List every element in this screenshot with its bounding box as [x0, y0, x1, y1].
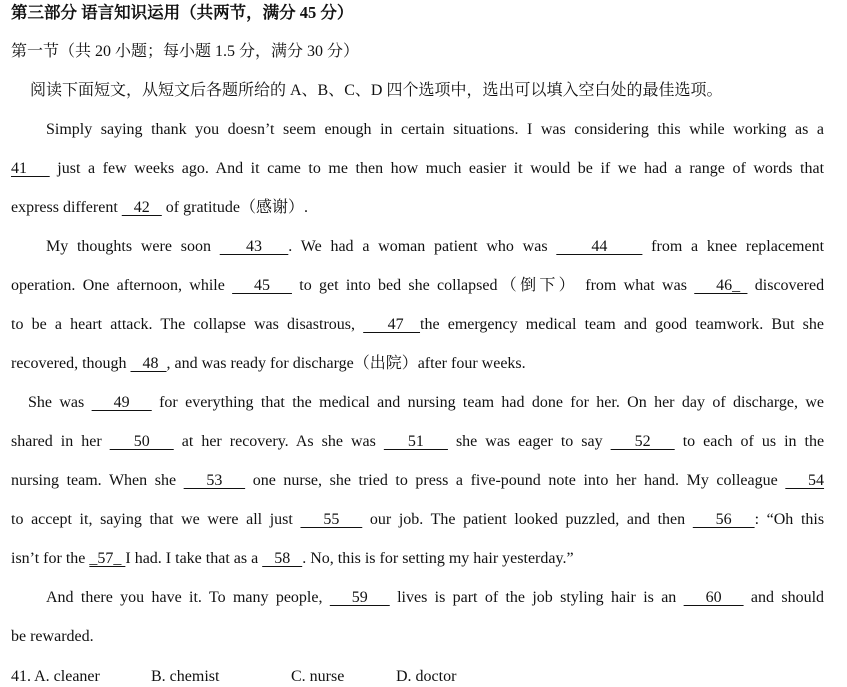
blank-55: 55 [300, 511, 363, 528]
blank-56: 56 [692, 511, 755, 528]
passage-line: 41 just a few weeks ago. And it came to me then how much easier it would be if we had a range of words that [11, 160, 825, 177]
q41-option-a: 41. A. cleaner [11, 668, 100, 685]
part-title: 第三部分 语言知识运用（共两节，满分 45 分） [11, 3, 354, 22]
passage-line: Simply saying thank you doesn’t seem enough in certain situations. I was considering this while working as a [46, 121, 824, 138]
passage-line: shared in her 50 at her recovery. As she was 51 she was eager to say 52 to each of us in the [11, 433, 825, 450]
passage-line: operation. One afternoon, while 45 to get into bed she collapsed（倒下） from what was 46_ discovered [11, 277, 825, 294]
blank-51: 51 [383, 433, 448, 450]
passage-line: recovered, though 48 , and was ready for discharge（出院）after four weeks. [11, 355, 526, 372]
passage-line: isn’t for the _57_ I had. I take that as a 58 . No, this is for setting my hair yesterday.” [11, 550, 574, 567]
blank-57: _57_ [89, 550, 126, 567]
passage-line: She was 49 for everything that the medical and nursing team had done for her. On her day of discharge, we [28, 394, 825, 411]
blank-43: 43 [219, 238, 289, 255]
blank-50: 50 [109, 433, 174, 450]
blank-54: 54 [785, 472, 825, 489]
blank-52: 52 [610, 433, 675, 450]
passage-line: be rewarded. [11, 628, 94, 645]
blank-45: 45 [232, 277, 292, 294]
passage-line: express different 42 of gratitude（感谢）. [11, 199, 308, 216]
passage-line: to accept it, saying that we were all just 55 our job. The patient looked puzzled, and then 56 : “Oh this [11, 511, 825, 528]
blank-59: 59 [329, 589, 390, 606]
blank-49: 49 [91, 394, 152, 411]
blank-41: 41 [11, 160, 50, 177]
blank-58: 58 [262, 550, 303, 567]
passage-line: And there you have it. To many people, 59 lives is part of the job styling hair is an 60 and should [46, 589, 825, 606]
blank-44: 44 [556, 238, 643, 255]
instruction-text: 阅读下面短文，从短文后各题所给的 A、B、C、D 四个选项中，选出可以填入空白处的最佳选项。 [30, 82, 723, 99]
q41-option-d: D. doctor [396, 668, 457, 685]
blank-47: 47 [363, 316, 421, 333]
passage-line: to be a heart attack. The collapse was disastrous, 47 the emergency medical team and good teamwork. But she [11, 316, 825, 333]
blank-60: 60 [683, 589, 744, 606]
blank-46: 46_ [694, 277, 748, 294]
passage-line: My thoughts were soon 43 . We had a woman patient who was 44 from a knee replacement [46, 238, 825, 255]
section-title: 第一节（共 20 小题；每小题 1.5 分，满分 30 分） [11, 43, 360, 60]
blank-42: 42 [121, 199, 162, 216]
q41-option-b: B. chemist [151, 668, 220, 685]
blank-48: 48 [130, 355, 167, 372]
q41-option-c: C. nurse [291, 668, 345, 685]
passage-line: nursing team. When she 53 one nurse, she tried to press a five-pound note into her hand. My colleague 54 [11, 472, 825, 489]
blank-53: 53 [183, 472, 246, 489]
